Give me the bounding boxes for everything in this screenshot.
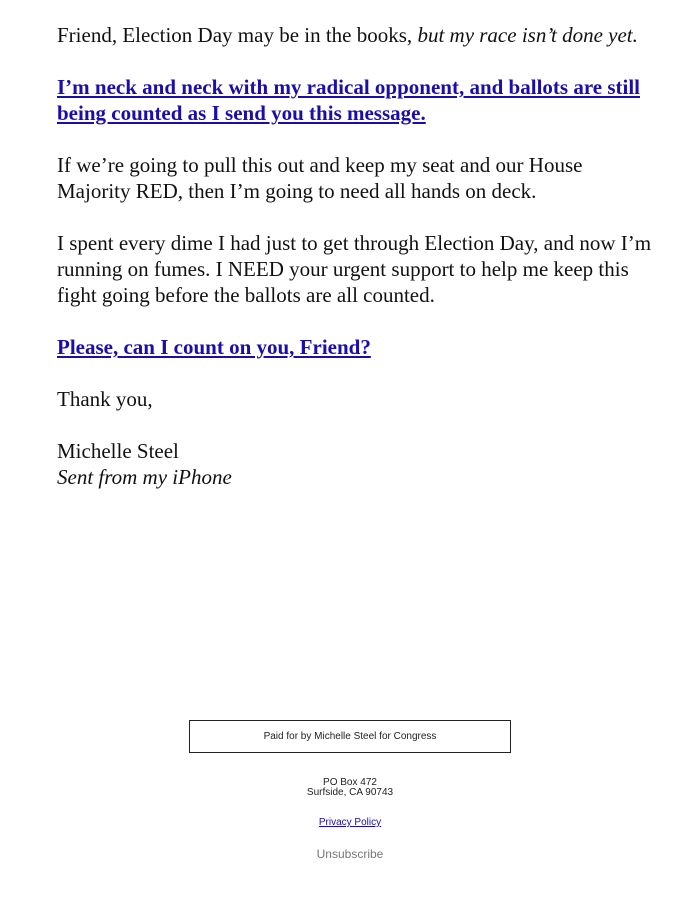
link-paragraph-1: [57, 74, 657, 126]
closing-text: Thank you,: [57, 387, 153, 411]
email-footer: [0, 720, 700, 861]
email-body: [57, 22, 657, 516]
paragraph-urgent-support: I spent every dime I had just to get through Election Day, and now I’m running on fumes. I NEED your urgent support to help me keep this fight going before the ballots are all counted.: [57, 231, 652, 307]
signature-sent-from: Sent from my iPhone: [57, 465, 232, 489]
neck-and-neck-link[interactable]: I’m neck and neck with my radical opponent, and ballots are still being counted as I send you this message.: [57, 75, 641, 125]
mailing-address: [0, 778, 700, 798]
paid-for-disclaimer: Paid for by Michelle Steel for Congress: [189, 720, 511, 753]
intro-text: Friend, Election Day may be in the books,: [57, 23, 418, 47]
intro-italic-text: but my race isn’t done yet.: [417, 23, 638, 47]
count-on-you-link[interactable]: Please, can I count on you, Friend?: [57, 335, 371, 359]
unsubscribe-link[interactable]: Unsubscribe: [316, 847, 384, 861]
privacy-policy-link[interactable]: Privacy Policy: [318, 817, 382, 828]
address-line-2: Surfside, CA 90743: [306, 787, 394, 798]
link-paragraph-2: [57, 334, 657, 360]
signature: [57, 438, 657, 490]
intro-paragraph: [57, 22, 657, 48]
paragraph-house-majority: If we’re going to pull this out and keep my seat and our House Majority RED, then I’m going to need all hands on deck.: [57, 153, 583, 203]
address-line-1: PO Box 472: [323, 777, 377, 788]
signature-name: Michelle Steel: [57, 439, 179, 463]
